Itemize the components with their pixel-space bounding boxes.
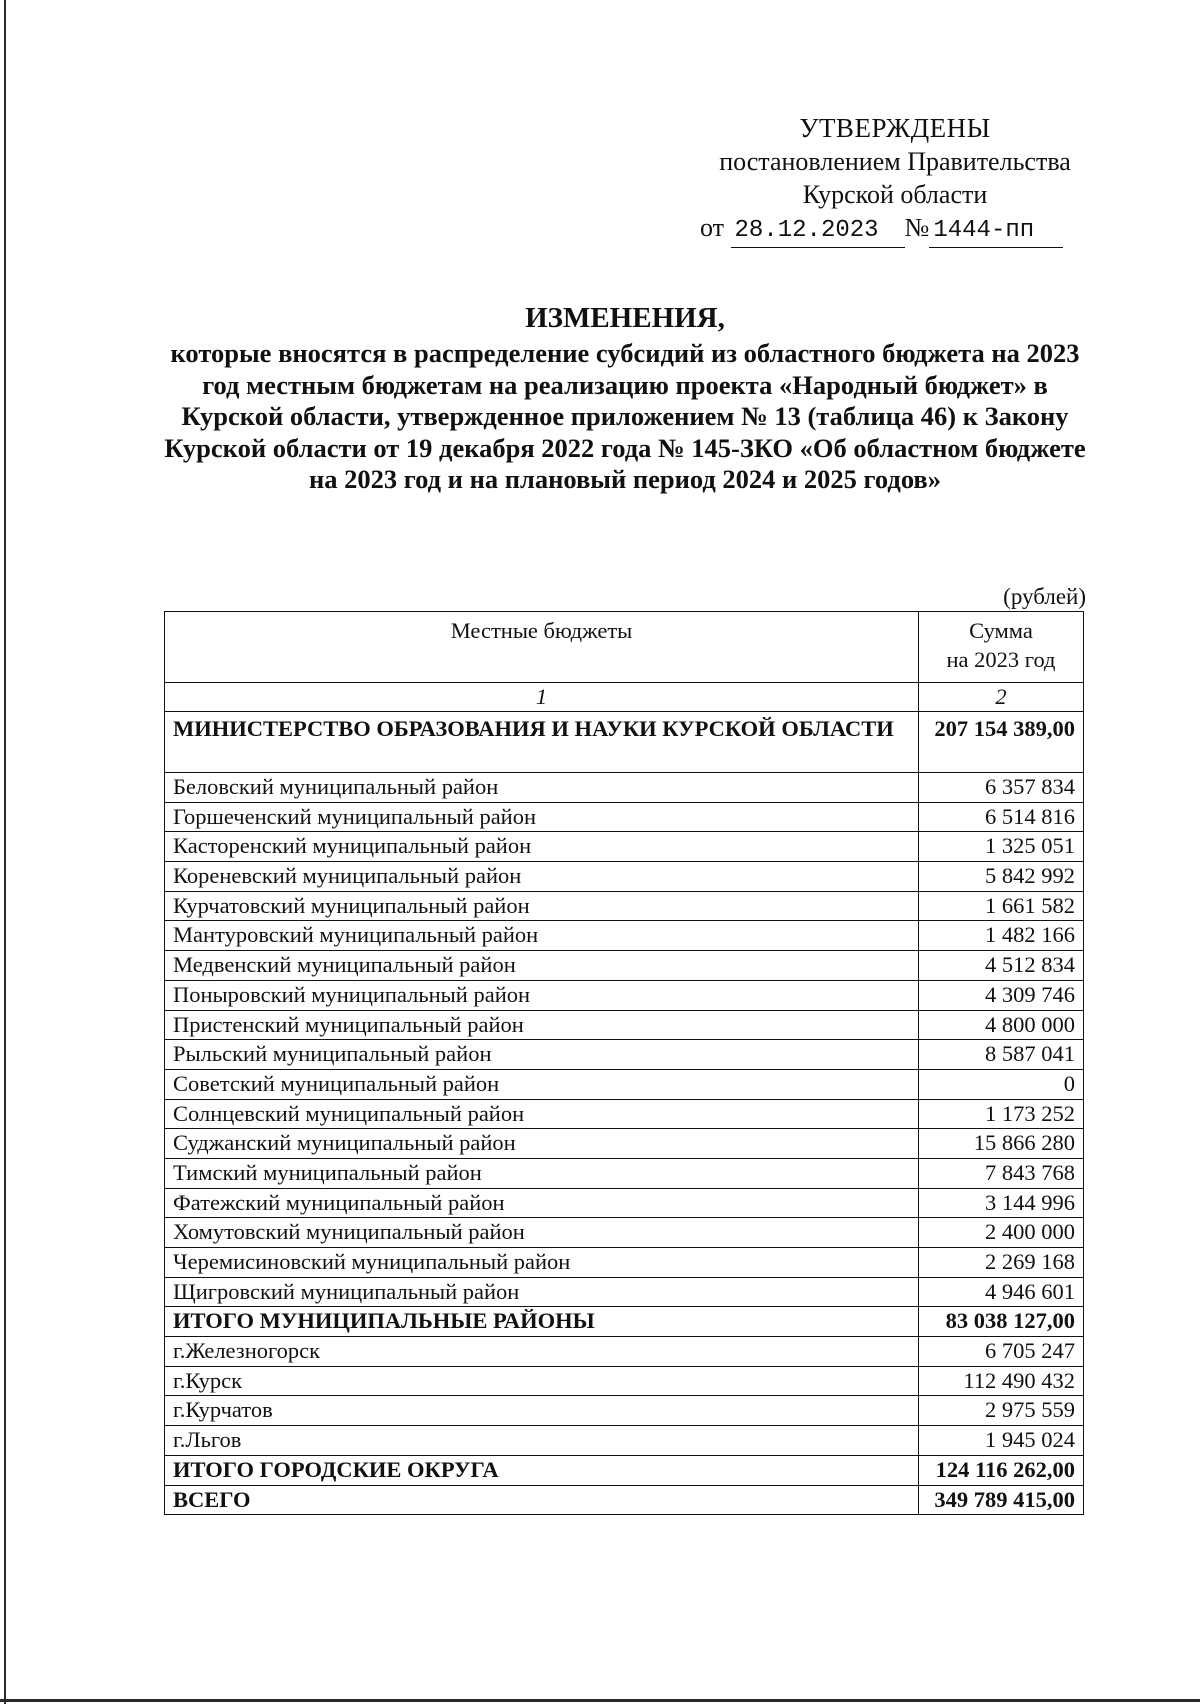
- district-row-amount: 7 843 768: [919, 1158, 1084, 1188]
- district-row-name: Тимский муниципальный район: [165, 1158, 919, 1188]
- ministry-amount: 207 154 389,00: [919, 712, 1084, 773]
- district-row: [165, 1248, 1084, 1278]
- city-row: [165, 1396, 1084, 1426]
- cities-total-row-amount: 124 116 262,00: [919, 1455, 1084, 1485]
- district-row-amount: 0: [919, 1069, 1084, 1099]
- city-row-name: г.Железногорск: [165, 1337, 919, 1367]
- district-row-amount: 6 357 834: [919, 773, 1084, 803]
- district-row-name: Советский муниципальный район: [165, 1069, 919, 1099]
- district-row-amount: 1 173 252: [919, 1099, 1084, 1129]
- districts-total-row: [165, 1307, 1084, 1337]
- city-row: [165, 1366, 1084, 1396]
- district-row-amount: 6 514 816: [919, 802, 1084, 832]
- district-row-name: Касторенский муниципальный район: [165, 832, 919, 862]
- district-row-name: Рыльский муниципальный район: [165, 1040, 919, 1070]
- district-row-name: Кореневский муниципальный район: [165, 862, 919, 892]
- district-row: [165, 832, 1084, 862]
- ministry-row: [165, 712, 1084, 773]
- col1-number: 1: [165, 683, 919, 712]
- district-row: [165, 1129, 1084, 1159]
- table-header-row: [165, 612, 1084, 683]
- district-row-amount: 2 400 000: [919, 1218, 1084, 1248]
- city-row-name: г.Курчатов: [165, 1396, 919, 1426]
- district-row-amount: 8 587 041: [919, 1040, 1084, 1070]
- cities-total-row-name: ИТОГО ГОРОДСКИЕ ОКРУГА: [165, 1455, 919, 1485]
- district-row-name: Щигровский муниципальный район: [165, 1277, 919, 1307]
- city-row-amount: 1 945 024: [919, 1426, 1084, 1456]
- city-row: [165, 1426, 1084, 1456]
- district-row: [165, 921, 1084, 951]
- date-prefix: от: [700, 213, 725, 242]
- district-row-name: Фатежский муниципальный район: [165, 1188, 919, 1218]
- district-row: [165, 862, 1084, 892]
- city-row-amount: 112 490 432: [919, 1366, 1084, 1396]
- district-row-name: Пристенский муниципальный район: [165, 1010, 919, 1040]
- district-row: [165, 802, 1084, 832]
- budget-table: [164, 611, 1084, 1515]
- document-heading: ИЗМЕНЕНИЯ,: [525, 302, 725, 334]
- district-row-name: Черемисиновский муниципальный район: [165, 1248, 919, 1278]
- grand-total-row: [165, 1485, 1084, 1515]
- cities-total-row: [165, 1455, 1084, 1485]
- number-prefix: №: [904, 213, 930, 242]
- district-row-name: Мантуровский муниципальный район: [165, 921, 919, 951]
- district-row-name: Суджанский муниципальный район: [165, 1129, 919, 1159]
- district-row-amount: 5 842 992: [919, 862, 1084, 892]
- district-row: [165, 1099, 1084, 1129]
- approval-block: [700, 112, 1090, 248]
- units-label: (рублей): [1003, 584, 1086, 609]
- district-row-amount: 2 269 168: [919, 1248, 1084, 1278]
- grand-total-row-name: ВСЕГО: [165, 1485, 919, 1515]
- scan-edge-bottom: [0, 1699, 1200, 1702]
- col2-header: [919, 612, 1084, 683]
- districts-total-row-amount: 83 038 127,00: [919, 1307, 1084, 1337]
- district-row: [165, 773, 1084, 803]
- district-row-amount: 4 946 601: [919, 1277, 1084, 1307]
- districts-total-row-name: ИТОГО МУНИЦИПАЛЬНЫЕ РАЙОНЫ: [165, 1307, 919, 1337]
- district-row: [165, 1277, 1084, 1307]
- col2-header-line2: на 2023 год: [946, 647, 1056, 672]
- district-row: [165, 1040, 1084, 1070]
- col2-header-line1: Сумма: [969, 618, 1033, 643]
- district-row-amount: 4 512 834: [919, 951, 1084, 981]
- approval-date-line: [700, 211, 1090, 248]
- district-row-name: Медвенский муниципальный район: [165, 951, 919, 981]
- district-row-amount: 4 800 000: [919, 1010, 1084, 1040]
- approval-line-2: Курской области: [802, 180, 988, 209]
- district-row: [165, 1218, 1084, 1248]
- district-row-amount: 15 866 280: [919, 1129, 1084, 1159]
- city-row-name: г.Курск: [165, 1366, 919, 1396]
- district-row-amount: 4 309 746: [919, 980, 1084, 1010]
- district-row-name: Горшеченский муниципальный район: [165, 802, 919, 832]
- district-row-amount: 1 661 582: [919, 891, 1084, 921]
- district-row: [165, 1158, 1084, 1188]
- city-row-amount: 6 705 247: [919, 1337, 1084, 1367]
- ministry-name: МИНИСТЕРСТВО ОБРАЗОВАНИЯ И НАУКИ КУРСКОЙ ОБЛАСТИ: [165, 712, 919, 773]
- district-row: [165, 1069, 1084, 1099]
- col2-number: 2: [919, 683, 1084, 712]
- district-row: [165, 980, 1084, 1010]
- grand-total-row-amount: 349 789 415,00: [919, 1485, 1084, 1515]
- district-row-name: Хомутовский муниципальный район: [165, 1218, 919, 1248]
- district-row: [165, 1188, 1084, 1218]
- district-row-amount: 1 482 166: [919, 921, 1084, 951]
- district-row: [165, 951, 1084, 981]
- district-row-name: Курчатовский муниципальный район: [165, 891, 919, 921]
- district-row-name: Солнцевский муниципальный район: [165, 1099, 919, 1129]
- city-row: [165, 1337, 1084, 1367]
- district-row-name: Беловский муниципальный район: [165, 773, 919, 803]
- district-row-name: Поныровский муниципальный район: [165, 980, 919, 1010]
- city-row-amount: 2 975 559: [919, 1396, 1084, 1426]
- column-number-row: [165, 683, 1084, 712]
- city-row-name: г.Льгов: [165, 1426, 919, 1456]
- district-row-amount: 1 325 051: [919, 832, 1084, 862]
- document-subheading: которые вносятся в распределение субсидий из областного бюджета на 2023 год местным бюджетам на реализацию проекта «Народный бюджет» в Курской области, утвержденное приложением № 13 (таблица 46) к Закону Курской области от 19 декабря 2022 года № 145-ЗКО «Об областном бюджете на 2023 год и на плановый период 2024 и 2025 годов»: [164, 338, 1086, 494]
- scan-edge-left: [4, 0, 6, 1704]
- district-row-amount: 3 144 996: [919, 1188, 1084, 1218]
- approval-number: 1444-пп: [929, 214, 1063, 248]
- approval-line-1: постановлением Правительства: [719, 147, 1071, 176]
- district-row: [165, 891, 1084, 921]
- approval-title: УТВЕРЖДЕНЫ: [799, 113, 991, 143]
- approval-date: 28.12.2023: [731, 214, 905, 248]
- col1-header: Местные бюджеты: [165, 612, 919, 683]
- document-title: [160, 300, 1090, 496]
- district-row: [165, 1010, 1084, 1040]
